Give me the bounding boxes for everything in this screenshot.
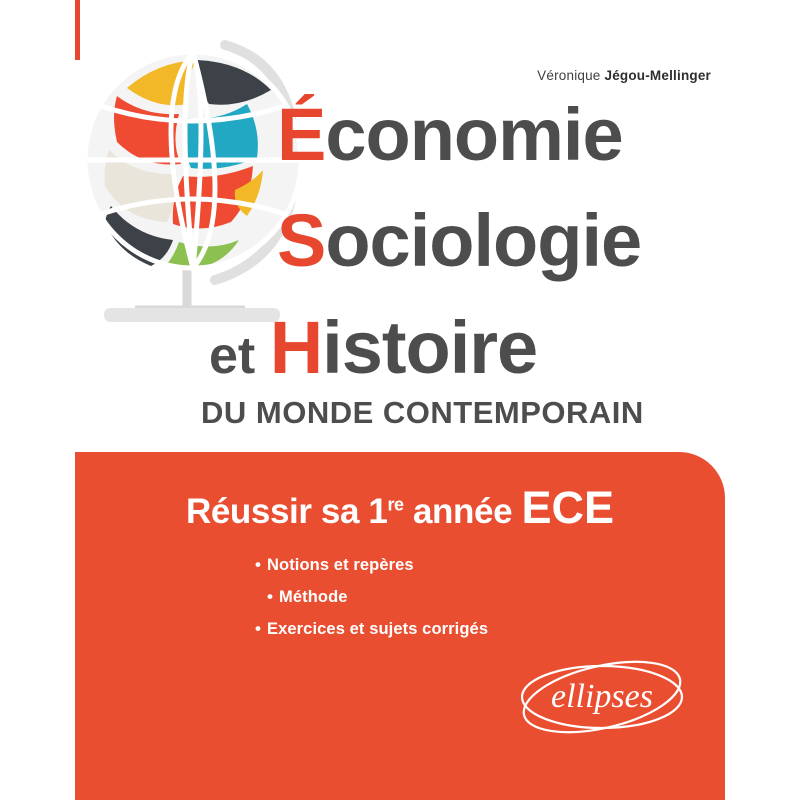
- author-first: Véronique: [537, 68, 601, 83]
- title-line-3-rest: istoire: [322, 306, 538, 389]
- title-line-1-capital: É: [277, 93, 326, 176]
- title-line-3-prefix: et: [209, 327, 270, 385]
- list-item: [267, 587, 488, 607]
- feature-label-1: Notions et repères: [267, 556, 414, 574]
- banner-title-sup: re: [387, 494, 404, 515]
- feature-label-2: Méthode: [279, 588, 348, 606]
- title-line-1: [277, 93, 623, 176]
- title-line-2-rest: ociologie: [325, 199, 642, 282]
- title-line-3: [209, 306, 538, 389]
- publisher-name: ellipses: [551, 678, 653, 715]
- list-item: [255, 619, 488, 639]
- ellipses-logo-icon: [515, 650, 690, 745]
- title-subtitle: DU MONDE CONTEMPORAIN: [201, 395, 644, 430]
- publisher-logo: [515, 650, 690, 745]
- banner-title: [75, 482, 725, 534]
- author-last: Jégou-Mellinger: [604, 68, 711, 83]
- red-banner-panel: [75, 452, 725, 800]
- bullet-dot-icon: •: [267, 587, 274, 606]
- title-line-2: [277, 199, 642, 282]
- cover-top-area: [75, 0, 725, 452]
- banner-title-before: Réussir sa 1: [185, 492, 388, 531]
- feature-label-3: Exercices et sujets corrigés: [267, 620, 489, 638]
- title-line-1-rest: conomie: [325, 93, 623, 176]
- bullet-dot-icon: •: [255, 555, 262, 574]
- list-item: [255, 555, 488, 575]
- feature-list: [255, 555, 488, 651]
- banner-title-after: année: [403, 492, 522, 531]
- title-block: [75, 80, 725, 440]
- title-line-3-capital: H: [269, 306, 323, 389]
- bullet-dot-icon: •: [255, 619, 262, 638]
- book-cover: [75, 0, 725, 800]
- banner-title-highlight: ECE: [521, 482, 614, 533]
- title-line-2-capital: S: [277, 199, 326, 282]
